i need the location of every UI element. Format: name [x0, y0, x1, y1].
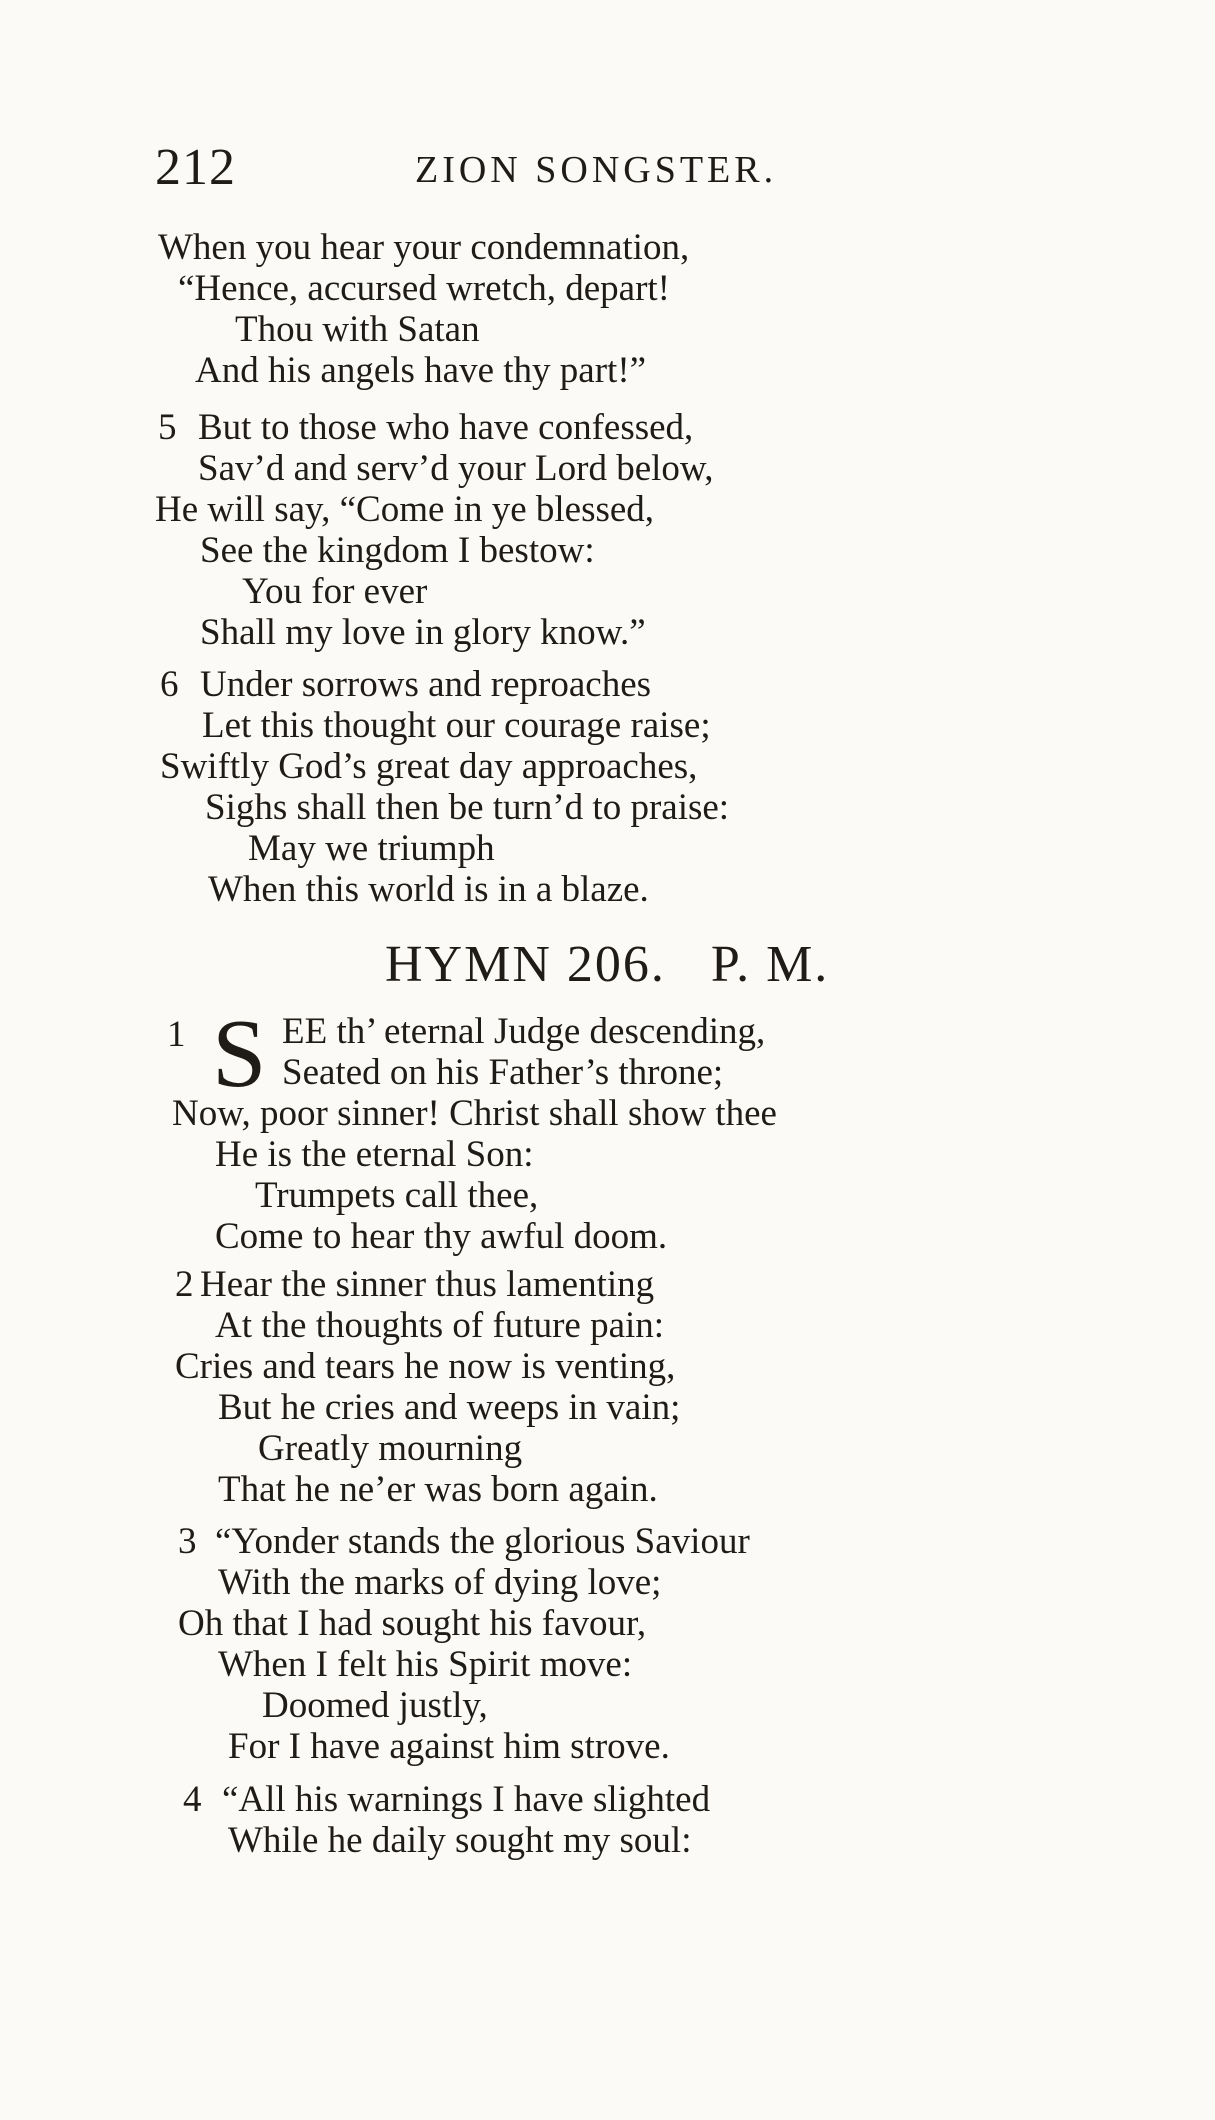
verse-line: May we triumph: [248, 828, 495, 869]
verse-line: Under sorrows and reproaches: [200, 664, 652, 705]
verse-line: Come to hear thy awful doom.: [215, 1216, 668, 1257]
verse-line: Now, poor sinner! Christ shall show thee: [172, 1093, 777, 1134]
verse-line: While he daily sought my soul:: [228, 1820, 692, 1861]
running-title: ZION SONGSTER.: [415, 149, 778, 191]
verse-line: With the marks of dying love;: [218, 1562, 662, 1603]
verse-line: Cries and tears he now is venting,: [175, 1346, 676, 1387]
hymn-number: HYMN 206.: [385, 936, 666, 993]
verse-number: 2: [175, 1264, 194, 1305]
verse-line: Shall my love in glory know.”: [200, 612, 646, 653]
verse-line: Let this thought our courage raise;: [202, 705, 711, 746]
verse-line: But to those who have confessed,: [198, 407, 694, 448]
page-number: 212: [155, 139, 236, 196]
verse-number: 4: [183, 1779, 202, 1820]
drop-cap: S: [212, 1000, 267, 1108]
verse-line: When this world is in a blaze.: [208, 869, 649, 910]
verse-line: At the thoughts of future pain:: [215, 1305, 665, 1346]
verse-line: You for ever: [242, 571, 428, 612]
verse-line: EE th’ eternal Judge descending,: [282, 1011, 766, 1052]
verse-line: “All his warnings I have slighted: [222, 1779, 711, 1820]
verse-line: Sighs shall then be turn’d to praise:: [205, 787, 730, 828]
verse-line: He will say, “Come in ye blessed,: [155, 489, 655, 530]
verse-line: “Yonder stands the glorious Saviour: [215, 1521, 750, 1562]
verse-line: Trumpets call thee,: [255, 1175, 539, 1216]
page-header: [155, 138, 1055, 198]
verse-number: 5: [158, 407, 177, 448]
verse-line: That he ne’er was born again.: [218, 1469, 658, 1510]
verse-line: Sav’d and serv’d your Lord below,: [198, 448, 714, 489]
hymn-title: [385, 935, 829, 994]
verse-line: Oh that I had sought his favour,: [178, 1603, 647, 1644]
verse-line: For I have against him strove.: [228, 1726, 670, 1767]
verse-line: And his angels have thy part!”: [195, 350, 647, 391]
verse-line: “Hence, accursed wretch, depart!: [178, 268, 671, 309]
verse-line: See the kingdom I bestow:: [200, 530, 595, 571]
verse-line: Thou with Satan: [235, 309, 480, 350]
hymn-meter: P. M.: [710, 936, 830, 993]
verse-number: 1: [167, 1014, 186, 1055]
verse-line: When you hear your condemnation,: [158, 227, 690, 268]
verse-line: But he cries and weeps in vain;: [218, 1387, 681, 1428]
verse-line: When I felt his Spirit move:: [218, 1644, 633, 1685]
verse-line: He is the eternal Son:: [215, 1134, 534, 1175]
verse-line: Greatly mourning: [258, 1428, 523, 1469]
verse-line: Hear the sinner thus lamenting: [200, 1264, 655, 1305]
verse-number: 6: [160, 664, 179, 705]
verse-line: Doomed justly,: [262, 1685, 488, 1726]
verse-number: 3: [178, 1521, 197, 1562]
verse-line: Seated on his Father’s throne;: [282, 1052, 724, 1093]
verse-line: Swiftly God’s great day approaches,: [160, 746, 698, 787]
